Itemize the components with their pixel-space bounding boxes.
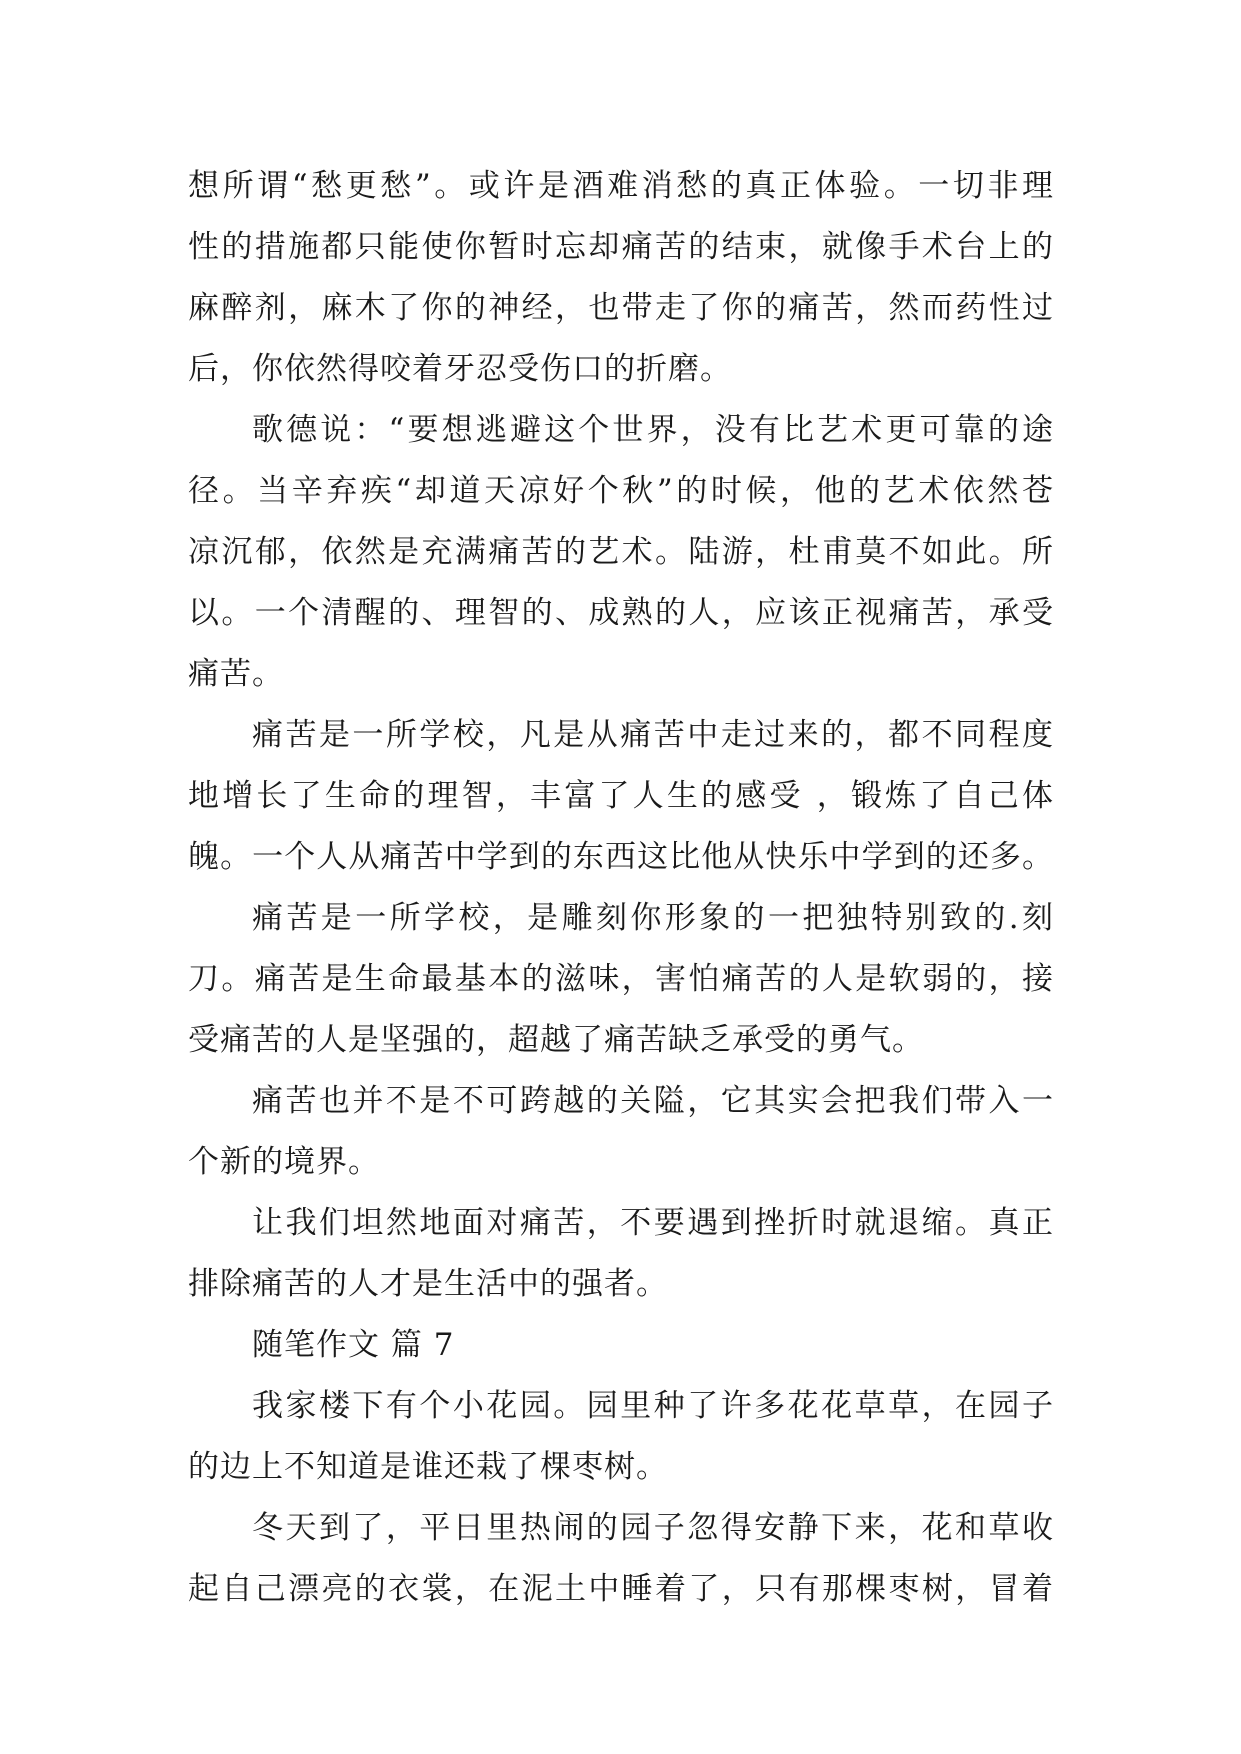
text-line: 性的措施都只能使你暂时忘却痛苦的结束，就像手术台上的 bbox=[188, 229, 1054, 265]
text-line: 想所谓“愁更愁”。或许是酒难消愁的真正体验。一切非理 bbox=[188, 168, 1054, 204]
text-line: 以。一个清醒的、理智的、成熟的人，应该正视痛苦，承受 bbox=[188, 595, 1054, 631]
text-line: 受痛苦的人是坚强的，超越了痛苦缺乏承受的勇气。 bbox=[188, 1022, 924, 1058]
text-line: 麻醉剂，麻木了你的神经，也带走了你的痛苦，然而药性过 bbox=[188, 290, 1054, 326]
paragraph-first-line: 让我们坦然地面对痛苦，不要遇到挫折时就退缩。真正 bbox=[252, 1205, 1054, 1241]
paragraph-first-line: 歌德说：“要想逃避这个世界，没有比艺术更可靠的途 bbox=[252, 412, 1054, 448]
text-line: 魄。一个人从痛苦中学到的东西这比他从快乐中学到的还多。 bbox=[188, 839, 1054, 875]
text-line: 的边上不知道是谁还栽了棵枣树。 bbox=[188, 1449, 668, 1485]
text-line: 地增长了生命的理智，丰富了人生的感受 ，锻炼了自己体 bbox=[188, 778, 1054, 814]
section-heading: 随笔作文 篇 7 bbox=[252, 1327, 455, 1363]
body-text bbox=[188, 156, 1054, 1620]
text-line: 径。当辛弃疾“却道天凉好个秋”的时候，他的艺术依然苍 bbox=[188, 473, 1054, 509]
text-line: 痛苦。 bbox=[188, 656, 284, 692]
text-line: 起自己漂亮的衣裳，在泥土中睡着了，只有那棵枣树，冒着 bbox=[188, 1571, 1054, 1607]
paragraph-first-line: 我家楼下有个小花园。园里种了许多花花草草，在园子 bbox=[252, 1388, 1054, 1424]
text-line: 排除痛苦的人才是生活中的强者。 bbox=[188, 1266, 668, 1302]
text-line: 凉沉郁，依然是充满痛苦的艺术。陆游，杜甫莫不如此。所 bbox=[188, 534, 1054, 570]
paragraph-first-line: 痛苦是一所学校，是雕刻你形象的一把独特别致的.刻 bbox=[252, 900, 1054, 936]
text-line: 个新的境界。 bbox=[188, 1144, 380, 1180]
paragraph-first-line: 冬天到了，平日里热闹的园子忽得安静下来，花和草收 bbox=[252, 1510, 1054, 1546]
paragraph-first-line: 痛苦是一所学校，凡是从痛苦中走过来的，都不同程度 bbox=[252, 717, 1054, 753]
text-line: 后，你依然得咬着牙忍受伤口的折磨。 bbox=[188, 351, 732, 387]
paragraph-first-line: 痛苦也并不是不可跨越的关隘，它其实会把我们带入一 bbox=[252, 1083, 1054, 1119]
text-line: 刀。痛苦是生命最基本的滋味，害怕痛苦的人是软弱的，接 bbox=[188, 961, 1054, 997]
